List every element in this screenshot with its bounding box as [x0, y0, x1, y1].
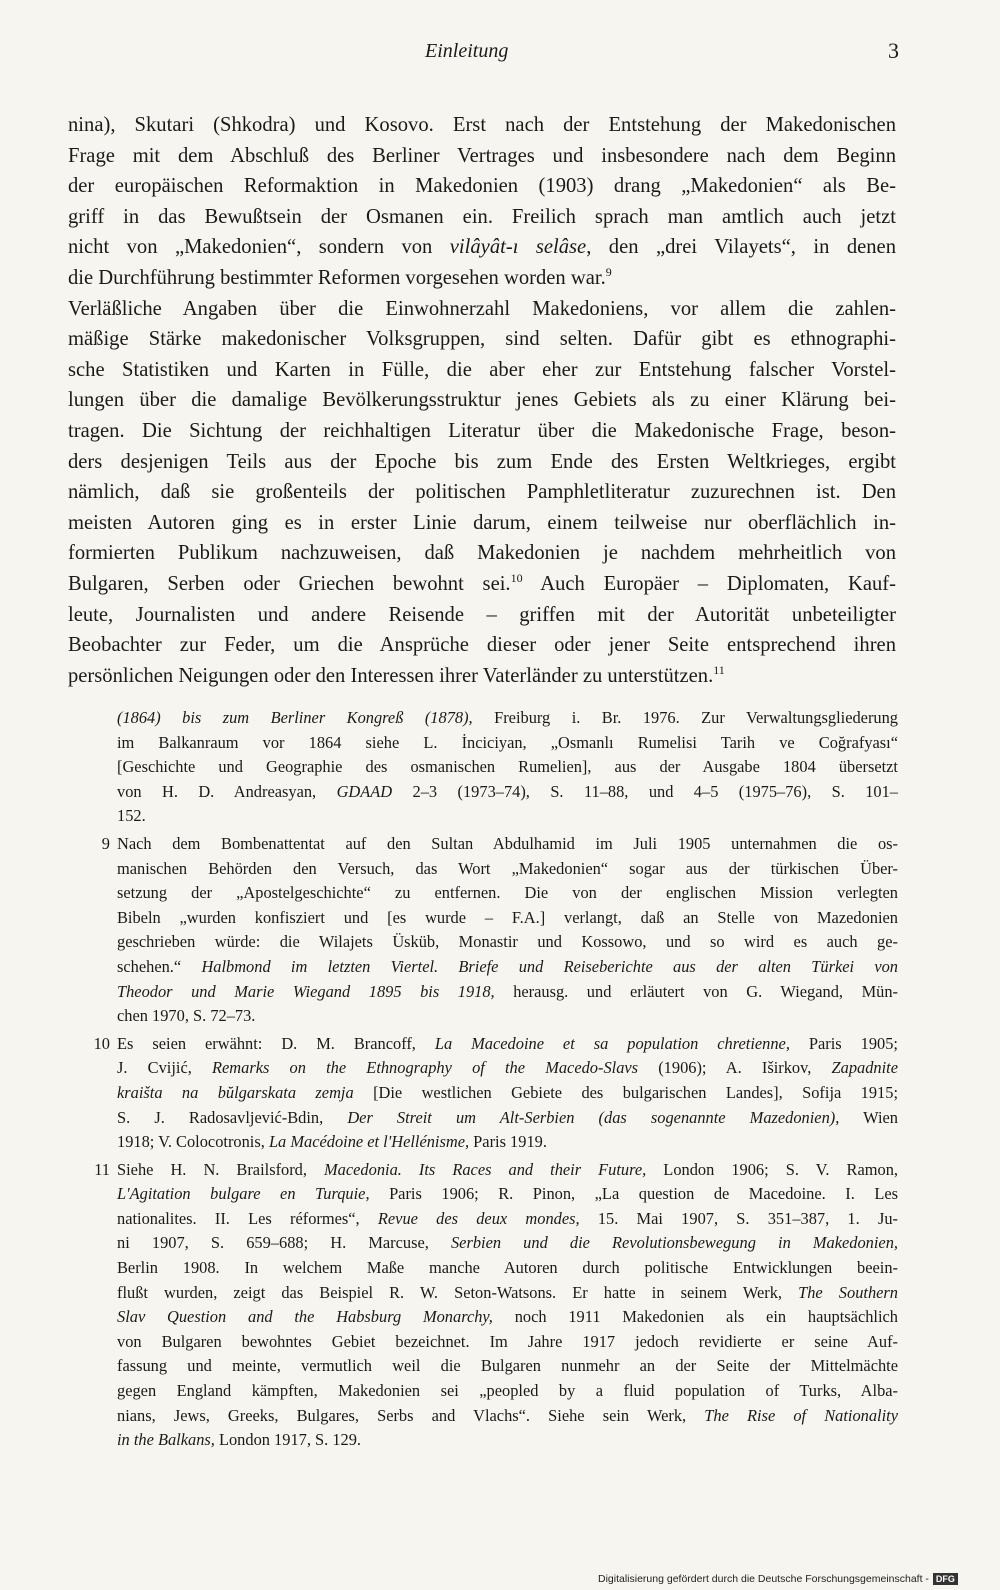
- footnote-9: 9 Nach dem Bombenattentat auf den Sultan Abdulhamid im Juli 1905 unternahmen die os- manischen Behörden den Versuch, das Wort „Makedonien“ sogar aus der türkischen Über- setzung der „Apostelgeschichte“ zu entfernen. Die von der englischen Mission verlegten Bibeln „wurden konfisziert und [es wurde – F.A.] verlangt, daß an Stelle von Mazedonien geschrieben würde: die Wilajets Üsküb, Monastir und Kossowo, und so wird es auch ge- schehen.“ Halbmond im letzten Viertel. Briefe und Reiseberichte aus der alten Türkei von Theodor und Marie Wiegand 1895 bis 1918, herausg. und erläutert von G. Wiegand, Mün- chen 1970, S. 72–73.: [88, 832, 898, 1029]
- footnote-number: 9: [101, 833, 110, 853]
- digitization-note: Digitalisierung gefördert durch die Deutsche Forschungsgemeinschaft -: [598, 1573, 929, 1585]
- chapter-title: Einleitung: [425, 40, 509, 62]
- text-line: formierten Publikum nachzuweisen, daß Makedonien je nachdem mehrheitlich von: [68, 542, 896, 565]
- dfg-logo: DFG: [933, 1573, 958, 1585]
- footnote-ref-11: 11: [713, 662, 725, 677]
- text-line: tragen. Die Sichtung der reichhaltigen Literatur über die Makedonische Frage, beson-: [68, 419, 896, 442]
- running-head: [0, 40, 1000, 70]
- italic-term: vilâyât-ı selâse: [449, 236, 587, 259]
- text-line: Bulgaren, Serben oder Griechen bewohnt sei.$^{10}$ Auch Europäer – Diplomaten, Kauf-: [68, 570, 896, 595]
- footnote-number: 10: [93, 1033, 110, 1053]
- footnotes: [88, 706, 898, 1456]
- text-line: griff in das Bewußtsein der Osmanen ein. Freilich sprach man amtlich auch jetzt: [68, 205, 896, 228]
- footnote-10: 10 Es seien erwähnt: D. M. Brancoff, La Macedoine et sa population chretienne, Paris 1905; J. Cvijić, Remarks on the Ethnography of the Macedo-Slavs (1906); A. Iširkov, Zapadnite kraišta na bŭlgarskata zemja [Die westlichen Gebiete des bulgarischen Landes], Sofija 1915; S. J. Radosavljević-Bdin, Der Streit um Alt-Serbien (das sogenannte Mazedonien), Wien 1918; V. Colocotronis, La Macédoine et l'Hellénisme, Paris 1919.: [88, 1032, 898, 1155]
- footnote-ref-9: 9: [605, 264, 612, 279]
- text-line: meisten Autoren ging es in erster Linie darum, einem teilweise nur oberflächlich in-: [68, 511, 896, 534]
- text-line: nämlich, daß sie großenteils der politischen Pamphletliteratur zuzurechnen ist. Den: [68, 481, 896, 504]
- text-line: nina), Skutari (Shkodra) und Kosovo. Erst nach der Entstehung der Makedonischen: [68, 114, 896, 136]
- text-line: Verläßliche Angaben über die Einwohnerzahl Makedoniens, vor allem die zahlen-: [68, 297, 896, 320]
- text-line: persönlichen Neigungen oder den Interessen ihrer Vaterländer zu unterstützen.$^{11}$: [68, 662, 725, 687]
- text-line: ders desjenigen Teils aus der Epoche bis zum Ende des Ersten Weltkrieges, ergibt: [68, 450, 896, 473]
- text-line: leute, Journalisten und andere Reisende – griffen mit der Autorität unbeteiligter: [68, 603, 896, 626]
- footnote-8-continued: (1864) bis zum Berliner Kongreß (1878), Freiburg i. Br. 1976. Zur Verwaltungsgliederung im Balkanraum vor 1864 siehe L. İnciciyan, „Osmanlı Rumelisi Tarih ve Coğrafyası“ [Geschichte und Geographie des osmanischen Rumelien], aus der Ausgabe 1804 übersetzt von H. D. Andreasyan, GDAAD 2–3 (1973–74), S. 11–88, und 4–5 (1975–76), S. 101– 152.: [117, 708, 899, 826]
- text-line: die Durchführung bestimmter Reformen vorgesehen worden war.$^9$: [68, 264, 612, 289]
- text-line: der europäischen Reformaktion in Makedonien (1903) drang „Makedonien“ als Be-: [68, 175, 896, 198]
- main-text: [68, 110, 896, 691]
- footnote-ref-10: 10: [510, 570, 523, 585]
- text-line: lungen über die damalige Bevölkerungsstruktur jenes Gebiets als zu einer Klärung bei-: [68, 389, 896, 412]
- text-line: nicht von „Makedonien“, sondern von vilâyât-ı selâse, den „drei Vilayets“, in denen: [68, 236, 896, 259]
- text-line: mäßige Stärke makedonischer Volksgruppen, sind selten. Dafür gibt es ethnographi-: [68, 328, 896, 351]
- text-line: Frage mit dem Abschluß des Berliner Vertrages und insbesondere nach dem Beginn: [68, 144, 896, 167]
- footnote-number: 11: [94, 1159, 110, 1179]
- footnote-11: 11 Siehe H. N. Brailsford, Macedonia. Its Races and their Future, London 1906; S. V. Ramon, L'Agitation bulgare en Turquie, Paris 1906; R. Pinon, „La question de Macedoine. I. Les nationalites. II. Les réformes“, Revue des deux mondes, 15. Mai 1907, S. 351–387, 1. Ju- ni 1907, S. 659–688; H. Marcuse, Serbien und die Revolutionsbewegung in Makedonien, Berlin 1908. In welchem Maße manche Autoren durch politische Entwicklungen beein- flußt wurden, zeigt das Beispiel R. W. Seton-Watsons. Er hatte in seinem Werk, The Southern Slav Question and the Habsburg Monarchy, noch 1911 Makedonien als ein hauptsächlich von Bulgaren bewohntes Gebiet bezeichnet. Im Jahre 1917 jedoch revidierte er seine Auf- fassung und meinte, vermutlich weil die Bulgaren nunmehr an der Seite der Mittelmächte gegen England kämpften, Makedonien sei „peopled by a fluid population of Turks, Alba- nians, Jews, Greeks, Bulgares, Serbs and Vlachs“. Siehe sein Werk, The Rise of Nationality in the Balkans, London 1917, S. 129.: [88, 1158, 898, 1453]
- page-number: 3: [888, 38, 899, 63]
- digitization-footer: [598, 1573, 988, 1587]
- text-line: sche Statistiken und Karten in Fülle, die aber eher zur Entstehung falscher Vorstel-: [68, 358, 896, 381]
- text-line: Beobachter zur Feder, um die Ansprüche dieser oder jener Seite entsprechend ihren: [68, 634, 896, 657]
